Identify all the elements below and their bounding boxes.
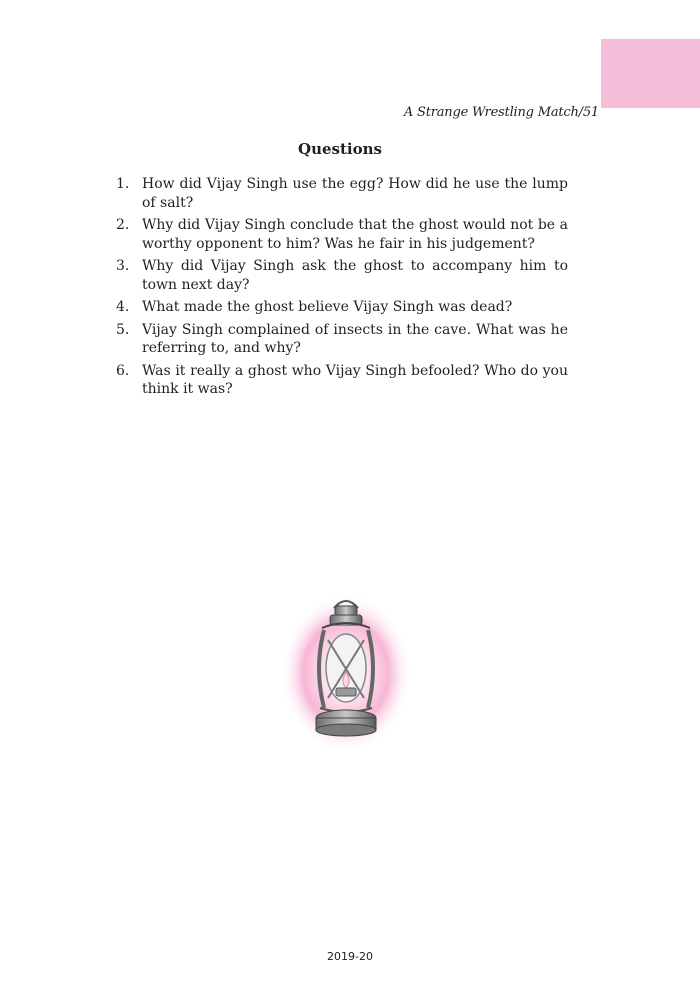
question-text: Why did Vijay Singh conclude that the ghost would not be a worthy opponent to him? Was he fair in his judgement? bbox=[142, 217, 568, 252]
lantern-icon bbox=[278, 588, 414, 748]
question-number: 5. bbox=[116, 321, 130, 338]
question-text: Vijay Singh complained of insects in the cave. What was he referring to, and why? bbox=[142, 321, 568, 356]
footer-year: 2019-20 bbox=[327, 950, 373, 963]
running-head: A Strange Wrestling Match/51 bbox=[403, 105, 599, 120]
question-item bbox=[116, 216, 568, 253]
questions-list bbox=[116, 175, 568, 403]
question-number: 4. bbox=[116, 299, 130, 315]
question-item bbox=[116, 321, 568, 358]
question-number: 3. bbox=[116, 258, 130, 274]
question-number: 2. bbox=[116, 217, 130, 233]
question-text: Why did Vijay Singh ask the ghost to accompany him to town next day? bbox=[142, 258, 568, 293]
question-number: 1. bbox=[116, 176, 130, 192]
question-item bbox=[116, 298, 568, 317]
corner-color-tab bbox=[601, 39, 700, 108]
question-item bbox=[116, 257, 568, 294]
question-text: How did Vijay Singh use the egg? How did he use the lump of salt? bbox=[142, 176, 568, 211]
question-item bbox=[116, 175, 568, 212]
question-number: 6. bbox=[116, 362, 130, 379]
question-text: Was it really a ghost who Vijay Singh befooled? Who do you think it was? bbox=[142, 362, 568, 397]
question-text: What made the ghost believe Vijay Singh was dead? bbox=[142, 299, 513, 315]
question-item bbox=[116, 362, 568, 399]
section-title: Questions bbox=[298, 140, 382, 158]
